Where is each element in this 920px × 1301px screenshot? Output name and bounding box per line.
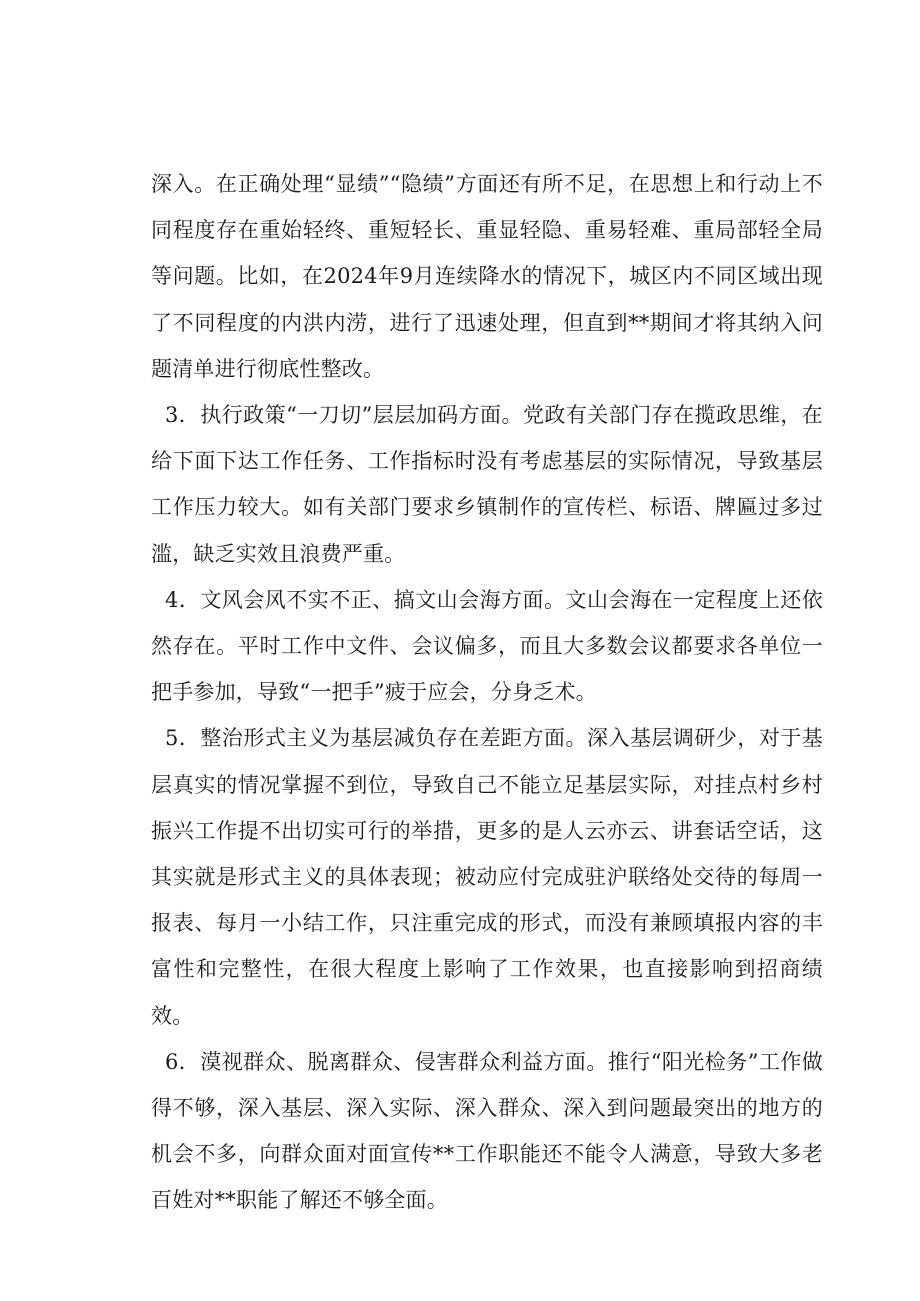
paragraph-continuation: 深入。在正确处理“显绩”“隐绩”方面还有所不足，在思想上和行动上不同程度存在重始轻终、重短轻长、重显轻隐、重易轻难、重局部轻全局等问题。比如，在2024年9月连续降水的情况下，城区内不同区域出现了不同程度的内洪内涝，进行了迅速处理，但直到**期间才将其纳入问题清单进行彻底性整改。	[151, 172, 823, 381]
paragraph-item-6: 6．漠视群众、脱离群众、侵害群众利益方面。推行“阳光检务”工作做得不够，深入基层、深入实际、深入群众、深入到问题最突出的地方的机会不多，向群众面对面宣传**工作职能还不能令人满意，导致大多老百姓对**职能了解还不够全面。	[151, 1049, 823, 1213]
paragraph-item-4: 4．文风会风不实不正、搞文山会海方面。文山会海在一定程度上还依然存在。平时工作中文件、会议偏多，而且大多数会议都要求各单位一把手参加，导致“一把手”疲于应会，分身乏术。	[151, 587, 823, 705]
paragraph-item-3: 3．执行政策“一刀切”层层加码方面。党政有关部门存在揽政思维，在给下面下达工作任务、工作指标时没有考虑基层的实际情况，导致基层工作压力较大。如有关部门要求乡镇制作的宣传栏、标语、牌匾过多过滥，缺乏实效且浪费严重。	[151, 403, 823, 566]
paragraph-item-5: 5．整治形式主义为基层减负存在差距方面。深入基层调研少，对于基层真实的情况掌握不到位，导致自己不能立足基层实际，对挂点村乡村振兴工作提不出切实可行的举措，更多的是人云亦云、讲套话空话，这其实就是形式主义的具体表现；被动应付完成驻沪联络处交待的每周一报表、每月一小结工作，只注重完成的形式，而没有兼顾填报内容的丰富性和完整性，在很大程度上影响了工作效果，也直接影响到招商绩效。	[151, 726, 823, 1028]
document-body	[151, 161, 823, 1224]
